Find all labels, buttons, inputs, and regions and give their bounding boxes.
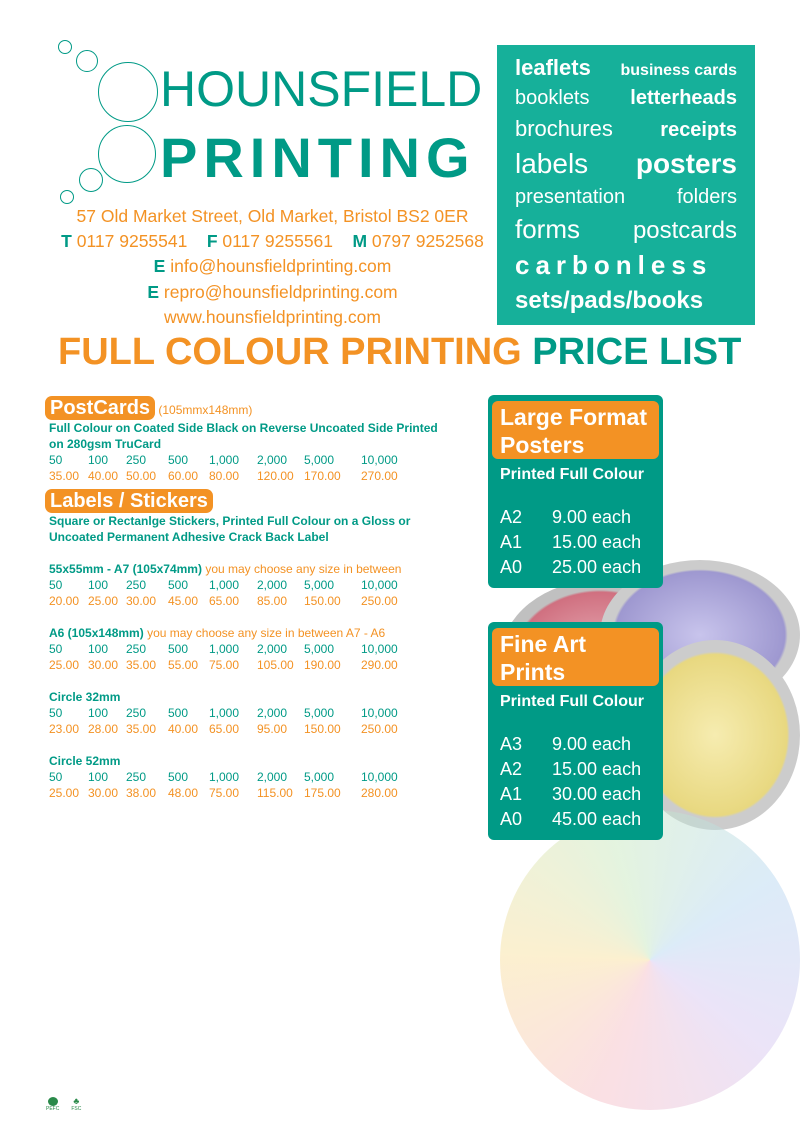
email-repro[interactable]: E repro@hounsfieldprinting.com <box>147 282 398 302</box>
label-size-group <box>45 561 455 609</box>
page-title: FULL COLOUR PRINTING PRICE LIST <box>58 331 742 373</box>
group-title: A6 (105x148mm) you may choose any size in between A7 - A6 <box>49 626 386 640</box>
size-price-row: A1 15.00 each <box>500 532 642 552</box>
large-format-box <box>488 395 663 588</box>
price-row: 20.00 25.00 30.00 45.00 65.00 85.00 150.00 250.00 <box>49 594 398 608</box>
group-title: 55x55mm - A7 (105x74mm) you may choose any size in between <box>49 562 402 576</box>
price-row: 25.00 30.00 35.00 55.00 75.00 105.00 190.00 290.00 <box>49 658 398 672</box>
price-row: 25.00 30.00 38.00 48.00 75.00 115.00 175.00 280.00 <box>49 786 398 800</box>
size-price-row: A0 25.00 each <box>500 557 642 577</box>
fsc-logo: ♣ FSC <box>71 1096 82 1112</box>
fine-art-sub: Printed Full Colour <box>500 693 644 710</box>
website-link[interactable]: www.hounsfieldprinting.com <box>164 307 381 327</box>
label-size-group <box>45 753 455 801</box>
quantity-row: 50 100 250 500 1,000 2,000 5,000 10,000 <box>49 770 398 784</box>
postcards-size: (105mmx148mm) <box>158 403 253 417</box>
fine-art-heading: Fine Art Prints <box>492 628 659 686</box>
services-word-cloud: leaflets business cards booklets letterheads brochures receipts labels posters presentation folders forms postcards carbonless sets/pads/books <box>497 45 755 325</box>
email-info[interactable]: E info@hounsfieldprinting.com <box>153 256 392 276</box>
labels-desc: Square or Rectanlge Stickers, Printed Full Colour on a Gloss or Uncoated Permanent Adhesive Crack Back Label <box>49 514 411 544</box>
label-size-group <box>45 625 455 673</box>
price-row: 35.00 40.00 50.00 60.00 80.00 120.00 170.00 270.00 <box>49 469 398 483</box>
phone-line: T 0117 9255541 F 0117 9255561 M 0797 9252568 <box>61 231 484 251</box>
size-price-row: A3 9.00 each <box>500 734 632 754</box>
price-row: 23.00 28.00 35.00 40.00 65.00 95.00 150.00 250.00 <box>49 722 398 736</box>
label-size-group <box>45 689 455 737</box>
group-title: Circle 52mm <box>49 754 121 768</box>
certification-logos <box>46 1097 81 1112</box>
size-price-row: A0 45.00 each <box>500 809 642 829</box>
quantity-row: 50 100 250 500 1,000 2,000 5,000 10,000 <box>49 706 398 720</box>
size-price-row: A2 9.00 each <box>500 507 632 527</box>
large-format-heading: Large Format Posters <box>492 401 659 459</box>
large-format-sub: Printed Full Colour <box>500 466 644 483</box>
postcards-heading: PostCards <box>45 396 155 420</box>
size-price-row: A2 15.00 each <box>500 759 642 779</box>
quantity-row: 50 100 250 500 1,000 2,000 5,000 10,000 <box>49 642 398 656</box>
group-title: Circle 32mm <box>49 690 121 704</box>
size-price-row: A1 30.00 each <box>500 784 642 804</box>
brand-subtitle: PRINTING <box>160 126 476 189</box>
quantity-row: 50 100 250 500 1,000 2,000 5,000 10,000 <box>49 578 398 592</box>
labels-heading: Labels / Stickers <box>45 489 213 513</box>
postcards-desc: Full Colour on Coated Side Black on Reverse Uncoated Side Printed on 280gsm TruCard <box>49 421 438 451</box>
fine-art-box <box>488 622 663 840</box>
address: 57 Old Market Street, Old Market, Bristol BS2 0ER <box>76 206 469 226</box>
pefc-logo: PEFC <box>46 1097 59 1112</box>
brand-name: HOUNSFIELD <box>160 61 483 117</box>
postcards-section <box>45 396 455 484</box>
labels-section <box>45 489 455 801</box>
quantity-row: 50 100 250 500 1,000 2,000 5,000 10,000 <box>49 453 398 467</box>
